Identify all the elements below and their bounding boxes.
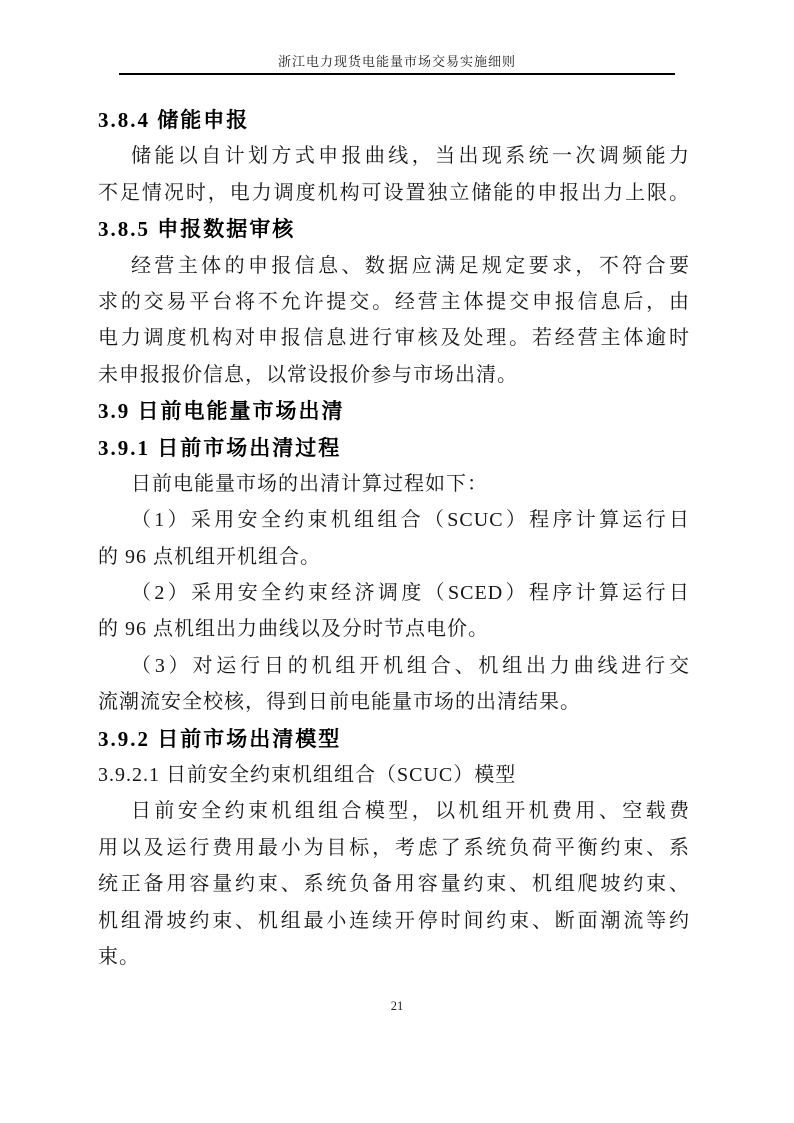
body-text-line: 用以及运行费用最小为目标，考虑了系统负荷平衡约束、系 (98, 836, 690, 859)
section-heading: 3.8.5 申报数据审核 (98, 217, 296, 242)
body-text-line: （3）对运行日的机组开机组合、机组出力曲线进行交 (131, 654, 690, 677)
body-text-line: 流潮流安全校核，得到日前电能量市场的出清结果。 (98, 691, 581, 714)
section-heading: 3.9.2 日前市场出清模型 (98, 726, 342, 751)
body-text-line: 的 96 点机组出力曲线以及分时节点电价。 (98, 618, 489, 641)
section-heading: 3.9 日前电能量市场出清 (98, 399, 345, 424)
body-text-line: 日前电能量市场的出清计算过程如下： (131, 472, 488, 495)
body-text-line: 电力调度机构对申报信息进行审核及处理。若经营主体逾时 (98, 327, 690, 350)
header-rule (119, 73, 675, 75)
body-text-line: 束。 (98, 945, 140, 968)
section-heading: 3.9.1 日前市场出清过程 (98, 435, 342, 460)
subsection-heading: 3.9.2.1 日前安全约束机组组合（SCUC）模型 (98, 764, 517, 787)
body-text-line: 日前安全约束机组组合模型，以机组开机费用、空载费 (131, 800, 690, 823)
body-text-line: （2）采用安全约束经济调度（SCED）程序计算运行日 (131, 582, 690, 605)
body-text-line: 求的交易平台将不允许提交。经营主体提交申报信息后，由 (98, 290, 690, 313)
document-body (98, 102, 690, 975)
body-text-line: 未申报报价信息，以常设报价参与市场出清。 (98, 363, 518, 386)
body-text-line: （1）采用安全约束机组组合（SCUC）程序计算运行日 (131, 509, 690, 532)
page-number: 21 (390, 999, 404, 1013)
body-text-line: 储能以自计划方式申报曲线，当出现系统一次调频能力 (131, 145, 690, 168)
body-text-line: 统正备用容量约束、系统负备用容量约束、机组爬坡约束、 (98, 873, 690, 896)
body-text-line: 机组滑坡约束、机组最小连续开停时间约束、断面潮流等约 (98, 909, 690, 932)
header-title: 浙江电力现货电能量市场交易实施细则 (277, 54, 516, 69)
body-text-line: 的 96 点机组开机组合。 (98, 545, 321, 568)
body-text-line: 经营主体的申报信息、数据应满足规定要求，不符合要 (131, 254, 690, 277)
section-heading: 3.8.4 储能申报 (98, 108, 250, 132)
body-text-line: 不足情况时，电力调度机构可设置独立储能的申报出力上限。 (98, 181, 690, 204)
